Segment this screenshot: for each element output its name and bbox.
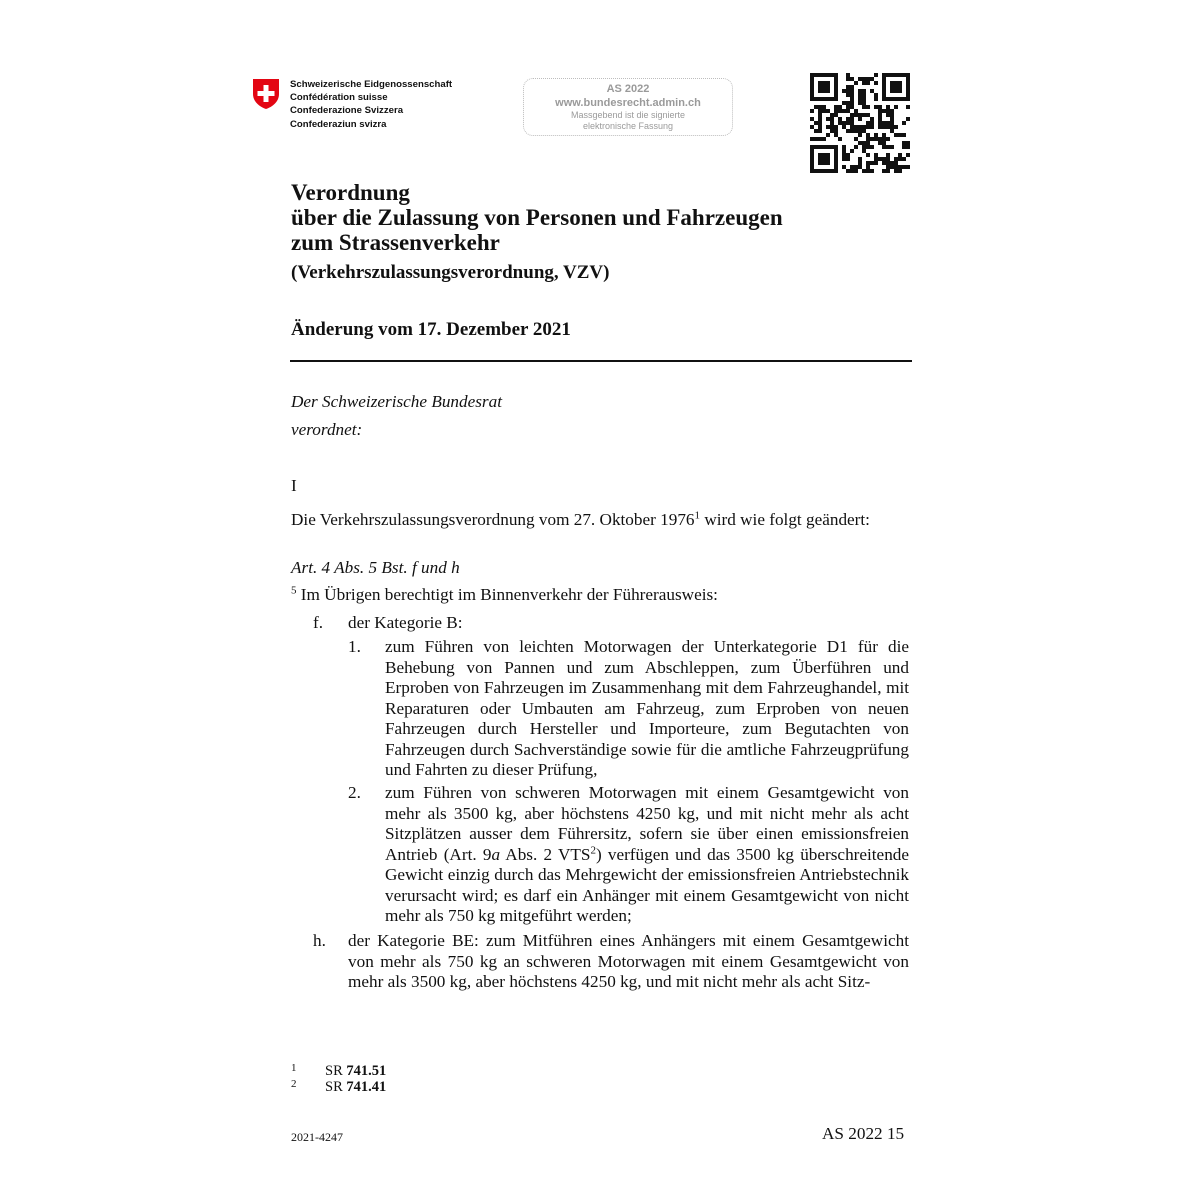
title-line: über die Zulassung von Personen und Fahrzeugen <box>291 205 783 230</box>
preamble <box>291 392 502 440</box>
article-heading: Art. 4 Abs. 5 Bst. f und h <box>291 558 460 577</box>
footnote-prefix: SR <box>325 1079 347 1095</box>
official-publication-stamp <box>523 78 733 136</box>
item-text: zum Führen von schweren Motorwagen mit einem Gesamtgewicht von mehr als 3500 kg, aber höchstens 4250 kg, und mit nicht mehr als acht Sitzplätzen ausser dem Führersitz, sofern sie über einen emissionsfreien Antrieb (Art. 9 <box>385 783 909 864</box>
intro-paragraph <box>291 510 870 531</box>
confederation-line: Confédération suisse <box>290 92 388 104</box>
stamp-line: Massgebend ist die signierte <box>570 110 686 120</box>
confederation-line: Confederaziun svizra <box>290 118 387 130</box>
confederation-line: Confederazione Svizzera <box>290 105 404 117</box>
amendment-date: Änderung vom 17. Dezember 2021 <box>291 319 571 340</box>
intro-text: wird wie folgt geändert: <box>700 510 870 529</box>
title-line: Verordnung <box>291 180 410 205</box>
confederation-names <box>290 78 452 131</box>
list-item: der Kategorie BE: zum Mitführen eines Anhängers mit einem Gesamtgewicht von mehr als 750 kg an schweren Motorwagen mit einem Gesamtgewicht von mehr als 3500 kg, aber höchstens 4250 kg, und mit nicht mehr als acht Sitz- <box>348 931 909 991</box>
preamble-line: Der Schweizerische Bundesrat <box>291 392 502 411</box>
list-label: h. <box>313 931 326 950</box>
list-label: f. <box>313 613 324 632</box>
footnote-ref-number: 741.51 <box>346 1063 387 1079</box>
stamp-url[interactable]: www.bundesrecht.admin.ch <box>555 97 701 109</box>
item-text: Abs. 2 VTS <box>500 844 591 864</box>
item-text: a <box>491 844 501 864</box>
paragraph-number: 5 <box>291 584 297 597</box>
list-item <box>385 783 909 927</box>
footnote-ref[interactable]: 2 <box>590 843 596 856</box>
stamp-line: AS 2022 <box>606 83 650 95</box>
title-line: zum Strassenverkehr <box>291 230 500 255</box>
list-item: zum Führen von leichten Motorwagen der Unterkategorie D1 für die Behebung von Pannen und zum Abschleppen, zum Überführen und Erproben von Fahrzeugen im Zusammenhang mit dem Fahrzeughandel, mit Reparaturen oder Umbauten am Fahrzeug, zum Erproben von neuen Fahrzeugen durch Hersteller und Importeure, zum Begutachten von Fahrzeugen durch Sachverständige sowie für die amtliche Fahrzeugprüfung und Fahrten zu dieser Prüfung, <box>385 637 909 779</box>
paragraph-text: Im Übrigen berechtigt im Binnenverkehr der Führerausweis: <box>296 585 718 604</box>
stamp-line: elektronische Fassung <box>582 121 674 131</box>
footnote-number: 1 <box>291 1062 297 1074</box>
list-label: 2. <box>348 783 361 802</box>
paragraph <box>291 585 718 606</box>
footnote-prefix: SR <box>325 1063 347 1079</box>
swiss-cross-shield-icon <box>252 78 280 110</box>
intro-text: Die Verkehrszulassungsverordnung vom 27. Oktober 1976 <box>291 510 695 529</box>
preamble-line: verordnet: <box>291 419 363 439</box>
divider <box>290 360 912 362</box>
item-text: ) verfügen und das 3500 kg überschreitende Gewicht einzig durch das Mehrgewicht der emissionsfreien Antriebstechnik verursacht wird; es darf ein Anhänger mit einem Gesamtgewicht von nicht mehr als 750 kg mitgeführt werden; <box>385 844 910 925</box>
list-text: der Kategorie B: <box>348 613 463 632</box>
confederation-line: Schweizerische Eidgenossenschaft <box>290 79 453 90</box>
title-abbreviation: (Verkehrszulassungsverordnung, VZV) <box>291 262 610 283</box>
list-label: 1. <box>348 637 361 656</box>
footnote-ref[interactable]: 1 <box>694 509 701 522</box>
footnote-text <box>325 1079 386 1096</box>
qr-code-icon <box>810 73 910 173</box>
document-id: 2021-4247 <box>291 1130 343 1144</box>
section-number: I <box>291 476 297 495</box>
footnote-text <box>325 1063 386 1080</box>
footnote-ref-number: 741.41 <box>346 1079 387 1095</box>
page-title <box>291 180 783 255</box>
footnote-number: 2 <box>291 1078 297 1090</box>
page-reference: AS 2022 15 <box>822 1124 905 1143</box>
